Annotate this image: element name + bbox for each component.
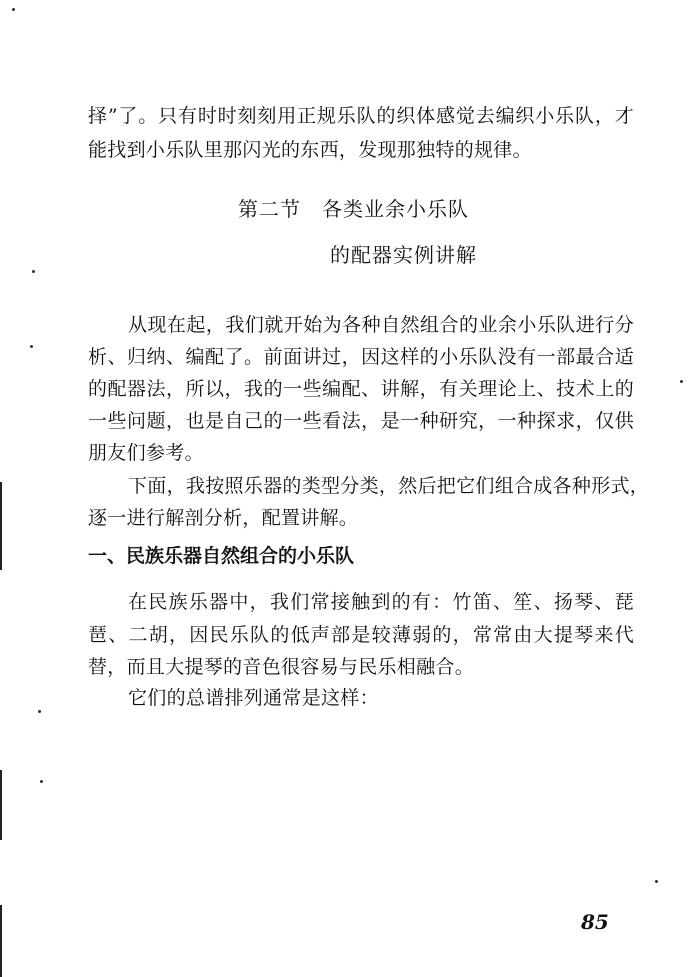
page-number: 85 xyxy=(581,910,609,934)
text-line: 从现在起，我们就开始为各种自然组合的业余小乐队进行分 xyxy=(128,314,634,336)
text-line: 逐一进行解剖分析，配置讲解。 xyxy=(88,507,359,529)
text-line: 能找到小乐队里那闪光的东西，发现那独特的规律。 xyxy=(88,139,532,161)
scan-edge-mark xyxy=(0,905,2,977)
section-title-line2: 的配器实例讲解 xyxy=(330,243,477,267)
text-line: 在民族乐器中，我们常接触到的有：竹笛、笙、扬琴、琵 xyxy=(128,591,634,613)
scan-speck xyxy=(32,270,35,273)
section-title-line1: 第二节 各类业余小乐队 xyxy=(238,197,469,221)
scan-speck xyxy=(655,880,658,883)
scan-speck xyxy=(680,380,683,383)
scan-speck xyxy=(38,710,41,713)
scan-speck xyxy=(40,780,43,783)
text-line: 替，而且大提琴的音色很容易与民乐相融合。 xyxy=(88,656,475,678)
text-line: 它们的总谱排列通常是这样： xyxy=(128,687,379,709)
text-line: 一些问题，也是自己的一些看法，是一种研究，一种探求，仅供 xyxy=(88,410,634,432)
text-line: 下面，我按照乐器的类型分类，然后把它们组合成各种形式， xyxy=(128,475,650,497)
text-line: 析、归纳、编配了。前面讲过，因这样的小乐队没有一部最合适 xyxy=(88,346,634,368)
text-line: 择”了。只有时时刻刻用正规乐队的织体感觉去编织小乐队，才 xyxy=(88,105,634,127)
subsection-title: 一、民族乐器自然组合的小乐队 xyxy=(88,545,355,567)
text-line: 朋友们参考。 xyxy=(88,442,204,464)
scan-edge-mark xyxy=(0,482,2,570)
text-line: 的配器法，所以，我的一些编配、讲解，有关理论上、技术上的 xyxy=(88,378,634,400)
scan-speck xyxy=(12,8,15,11)
text-line: 琶、二胡，因民乐队的低声部是较薄弱的，常常由大提琴来代 xyxy=(88,624,634,646)
scan-edge-mark xyxy=(0,770,2,840)
scan-speck xyxy=(30,345,33,348)
